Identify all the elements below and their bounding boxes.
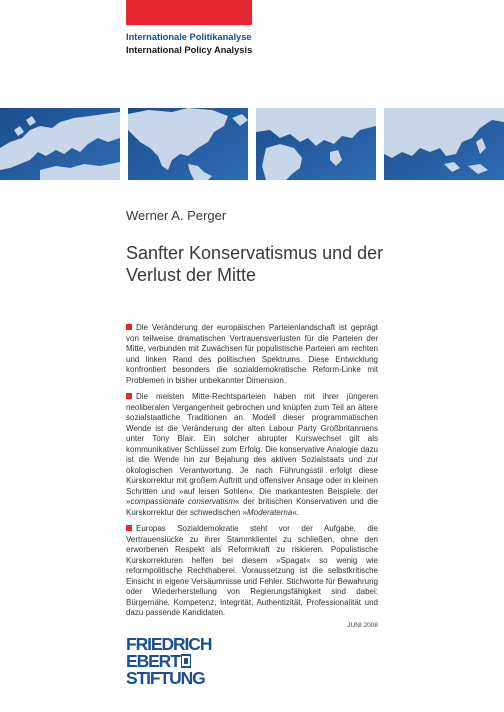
- red-bullet-icon: [126, 393, 132, 399]
- paragraph-2-middle: « der britischen Konservativen und die Kurskorrektur der schwedischen »: [126, 497, 378, 517]
- publication-date: JUNI 2008: [347, 622, 378, 629]
- east-asia-map: [384, 108, 504, 180]
- logo-word-ebert: EBERT: [126, 651, 180, 671]
- world-map-band: [0, 108, 504, 180]
- paragraph-1-text: Die Veränderung der europäischen Parteienlandschaft ist geprägt von teilweise dramatischen Vertrauensverlusten für die Parteien der Mitte, verbunden mit Zuwächsen für populistische Parteien am rechten und linken Rand des politischen Spektrums. Diese Entwicklung konfrontiert besonders die sozialdemokratische Reform-Linke mit Problemen in bisher unbekannter Dimension.: [126, 323, 378, 385]
- europe-map: [0, 108, 120, 180]
- paragraph-3-text: Europas Sozialdemokratie steht vor der Aufgabe, die Vertrauenslücke zu ihrer Stammklientel zu schließen, ohne den erworbenen Respekt als Reformkraft zu riskieren. Populistische Kurskorrekturen helfen bei diesem »Spagat« so wenig wie reformpolitische Rechthaberei. Voraussetzung ist die selbstkritische Einsicht in eigene Versäumnisse und Fehler. Stichworte für Bewahrung oder Wiederherstellung von Regierungsfähigkeit sind dabei: Bürgernähe, Kompetenz, Integrität, Authentizität, Professionalität und dazu passende Kandidaten.: [126, 524, 378, 617]
- africa-asia-map: [256, 108, 376, 180]
- paragraph-2-emphasis-2: Moderaterna: [246, 507, 293, 517]
- document-title: [126, 242, 426, 286]
- paragraph-2-text: Die meisten Mitte-Rechtsparteien haben mit ihrer jüngeren neoliberalen Vergangenheit gebrochen und knüpfen zum Teil an ältere sozialstaatliche Traditionen an. Modell dieser programmatischen Wende ist die Veränderung der alten Labour Party Großbritanniens unter Tony Blair. Ein solcher abrupter Kurswechsel gilt als kommunikativer Schlüssel zum Erfolg. Die konservative Analogie dazu ist die Wende hin zur Bejahung des aktiven Sozialstaats und zur ökologischen Verantwortung. Je nach Führungsstil erfolgt diese Kurskorrektur mit großem Auftritt und offensiver Ansage oder in kleinen Schritten und »auf leisen Sohlen«. Die markantesten Beispiele: der »: [126, 392, 378, 506]
- paragraph-2-emphasis-1: compassionate conservatism: [130, 497, 235, 506]
- logo-line-stiftung: STIFTUNG: [126, 668, 205, 688]
- red-bullet-icon: [126, 525, 132, 531]
- document-title-line-2: Verlust der Mitte: [126, 265, 257, 285]
- abstract-paragraph-1: [126, 323, 378, 386]
- logo-emblem-icon: [181, 654, 191, 668]
- author-name: Werner A. Perger: [126, 208, 227, 223]
- document-title-line-1: Sanfter Konservatismus und der: [126, 243, 384, 263]
- abstract-paragraph-2: [126, 392, 378, 518]
- north-america-map: [128, 108, 248, 180]
- paragraph-2-end: «.: [292, 507, 299, 517]
- red-bullet-icon: [126, 324, 132, 330]
- logo-line-friedrich: FRIEDRICH: [126, 634, 212, 654]
- abstract-paragraph-3: [126, 524, 378, 619]
- series-title-german: Internationale Politikanalyse: [126, 32, 252, 42]
- abstract: [126, 323, 378, 625]
- series-title: [126, 31, 252, 57]
- series-title-english: International Policy Analysis: [126, 45, 253, 55]
- red-header-bar: [126, 0, 252, 25]
- fes-logo: [126, 636, 216, 690]
